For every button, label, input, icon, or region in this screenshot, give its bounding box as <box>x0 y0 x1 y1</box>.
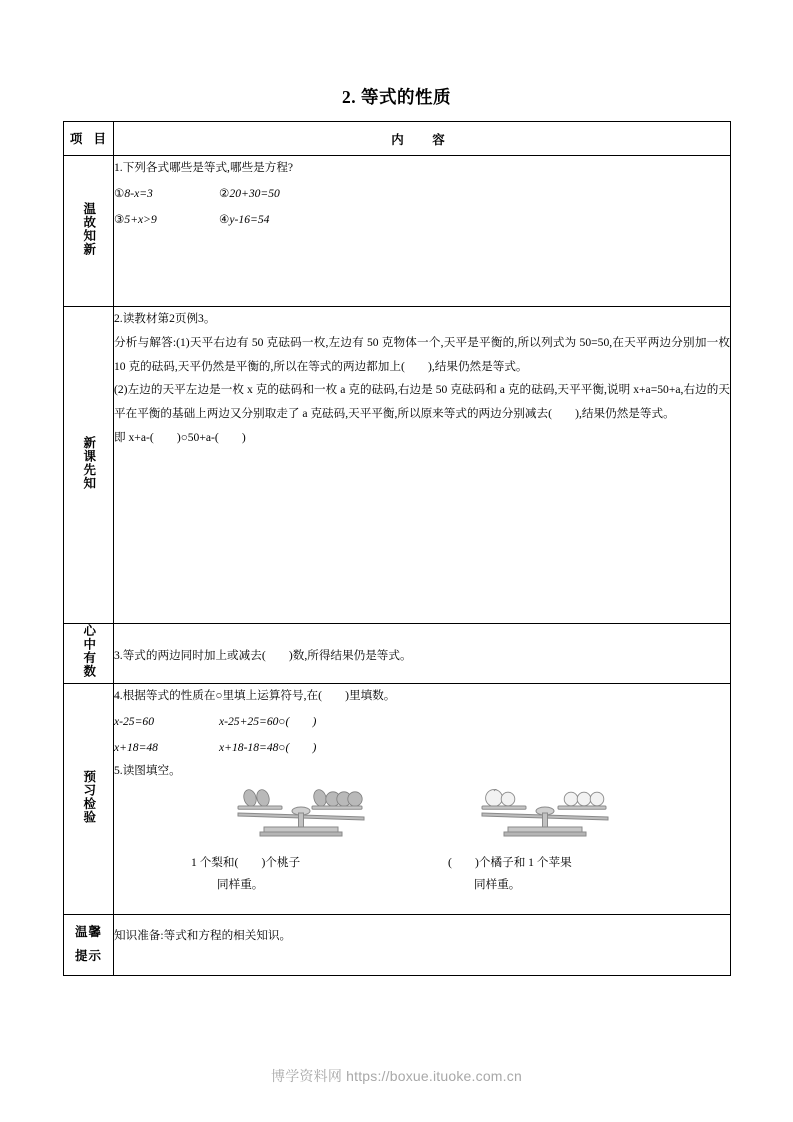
section-row-wenxin <box>64 915 731 976</box>
analysis-paragraph-1: 分析与解答:(1)天平右边有 50 克砝码一枚,左边有 50 克物体一个,天平是平衡的,所以列式为 50=50,在天平两边分别加一枚10 克的砝码,天平仍然是平衡的,所以在等式的两边都加上( ),结果仍然是等式。 <box>114 335 730 373</box>
worksheet-table <box>63 121 731 976</box>
header-label-text: 项 目 <box>69 132 111 146</box>
item-4 <box>219 208 269 232</box>
item-4-mark: ④ <box>219 212 230 226</box>
section-label-text: 心中有数 <box>81 624 96 678</box>
balance-scale-icon <box>216 789 386 841</box>
item-1-mark: ① <box>114 186 125 200</box>
header-label-cell <box>64 122 114 156</box>
section-label-wengu <box>64 156 114 307</box>
item-1-expr: 8-x=3 <box>124 186 153 200</box>
page-title: 2. 等式的性质 <box>342 87 451 107</box>
question-5-text: 5.读图填空。 <box>114 764 181 778</box>
section-content-wenxin <box>114 915 731 976</box>
analysis-equation-line: 即 x+a-( )○50+a-( ) <box>114 430 246 444</box>
item-2 <box>219 182 280 206</box>
item-3-expr: 5+x>9 <box>124 212 157 226</box>
caption-left-line-2: 同样重。 <box>217 878 264 892</box>
apple-orange-balance-illustration <box>458 789 628 850</box>
header-content-cell: 内 容 <box>114 122 731 156</box>
question-4-text: 4.根据等式的性质在○里填上运算符号,在( )里填数。 <box>114 689 396 702</box>
item-4-expr: y-16=54 <box>229 212 270 226</box>
equation-row-1-left: x-25=60 <box>114 714 155 728</box>
item-3-mark: ③ <box>114 212 125 226</box>
section-label-yuxi <box>64 684 114 915</box>
equation-row-1 <box>114 710 730 734</box>
item-1 <box>114 182 219 206</box>
section-row-yuxi <box>64 684 731 915</box>
section-label-xinzhong <box>64 624 114 684</box>
hint-text: 知识准备:等式和方程的相关知识。 <box>114 929 292 942</box>
section-label-wenxin <box>64 915 114 976</box>
section-label-line-2: 提示 <box>74 949 102 963</box>
equation-row-2-left: x+18=48 <box>114 740 158 754</box>
section-label-text: 预习检验 <box>81 769 96 824</box>
item-2-mark: ② <box>219 186 230 200</box>
caption-left <box>191 852 396 897</box>
caption-right-line-1: ( )个橘子和 1 个苹果 <box>448 855 572 869</box>
caption-left-line-1: 1 个梨和( )个桃子 <box>191 855 301 869</box>
analysis-paragraph-2: (2)左边的天平左边是一枚 x 克的砝码和一枚 a 克的砝码,右边是 50 克砝码和 a 克的砝码,天平平衡,说明 x+a=50+a,右边的天平在平衡的基础上两边又分别取走了 a 克砝码,天平平衡,所以原来等式的两边分别减去( ),结果仍然是等式。 <box>114 383 730 421</box>
question-1-text: 1.下列各式哪些是等式,哪些是方程? <box>114 161 294 174</box>
section-content-xinke <box>114 307 731 624</box>
section-label-xinke <box>64 307 114 624</box>
section-content-wengu <box>114 156 731 307</box>
equation-row-2-right: x+18-18=48○( ) <box>219 740 317 754</box>
equation-row-1-right: x-25+25=60○( ) <box>219 714 317 728</box>
watermark: 博学资料网 https://boxue.ituoke.com.cn <box>271 1068 522 1084</box>
section-content-yuxi <box>114 684 731 915</box>
question-1-items-row-1 <box>114 182 730 206</box>
section-label-text: 温故知新 <box>81 201 96 256</box>
section-label-line-1: 温馨 <box>74 925 102 940</box>
pear-peach-balance-illustration <box>216 789 386 850</box>
balance-captions <box>114 852 730 897</box>
equation-row-2 <box>114 736 730 760</box>
item-2-expr: 20+30=50 <box>229 186 280 200</box>
section-row-xinke <box>64 307 731 624</box>
table-header-row <box>64 122 731 156</box>
balance-scale-icon <box>458 789 628 841</box>
question-3-text: 3.等式的两边同时加上或减去( )数,所得结果仍是等式。 <box>114 649 412 662</box>
balance-scales-figure <box>114 789 730 850</box>
caption-right-line-2: 同样重。 <box>474 878 521 892</box>
section-content-xinzhong <box>114 624 731 684</box>
section-row-wengu <box>64 156 731 307</box>
item-3 <box>114 208 219 232</box>
question-2-text: 2.读教材第2页例3。 <box>114 312 216 325</box>
section-label-text: 新课先知 <box>81 435 96 490</box>
caption-right <box>448 852 653 897</box>
question-1-items-row-2 <box>114 208 730 232</box>
section-row-xinzhong <box>64 624 731 684</box>
